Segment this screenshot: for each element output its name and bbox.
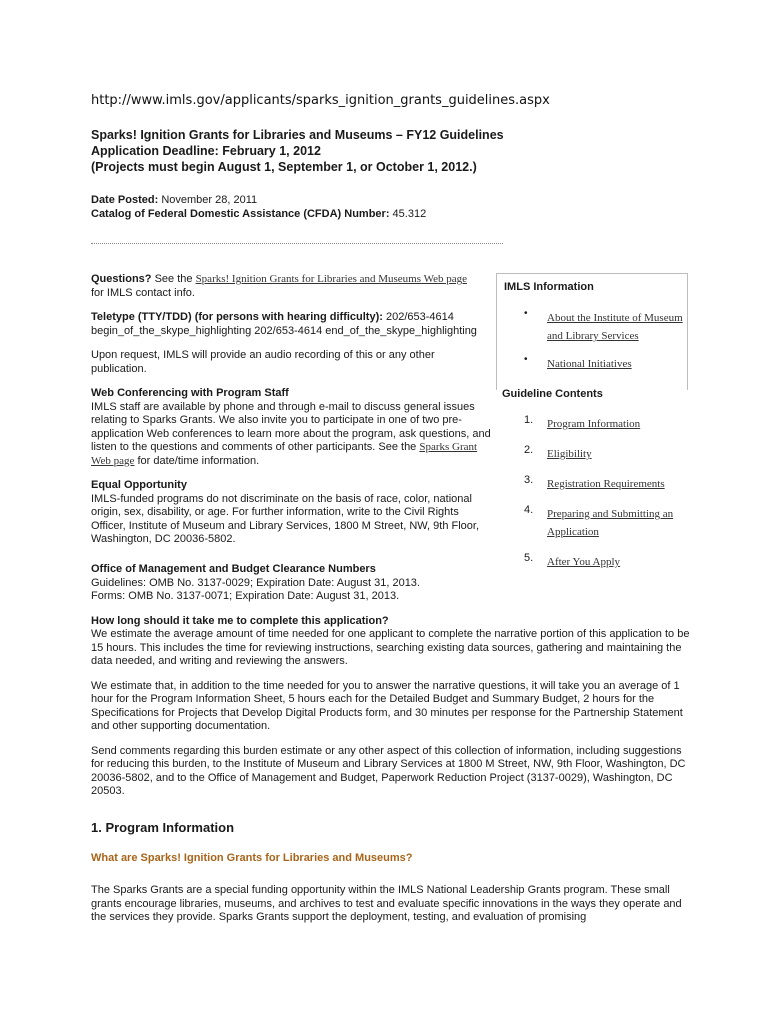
toc-item (496, 414, 686, 432)
toc-number: 5. (524, 552, 534, 564)
tty-paragraph (91, 311, 493, 338)
audio-paragraph: Upon request, IMLS will provide an audio recording of this or any other publication. (91, 349, 435, 375)
imls-info-heading: IMLS Information (504, 281, 594, 293)
national-initiatives-link[interactable]: National Initiatives (547, 358, 632, 370)
guideline-contents-list (496, 414, 686, 582)
how-long-paragraph (91, 615, 691, 669)
toc-link-registration-requirements[interactable]: Registration Requirements (547, 478, 665, 490)
toc-number: 1. (524, 414, 534, 426)
web-conf-label: Web Conferencing with Program Staff (91, 387, 289, 399)
comments-paragraph: Send comments regarding this burden estimate or any other aspect of this collection of information, including suggestions for reducing this burden, to the Institute of Museum and Library Services at 1800 M Street, NW, 9th Floor, Washington, DC 20036-5802, and to the Office of Management and Budget, Paperwork Reduction Project (3137-0029), Washington, DC 20503. (91, 744, 686, 797)
omb-label: Office of Management and Budget Clearance Numbers (91, 563, 376, 575)
tty-label: Teletype (TTY/TDD) (for persons with hearing difficulty): (91, 311, 383, 323)
page-url[interactable]: http://www.imls.gov/applicants/sparks_ignition_grants_guidelines.aspx (91, 93, 550, 108)
toc-link-eligibility[interactable]: Eligibility (547, 448, 592, 460)
tty-value: 202/653-4614 (382, 311, 454, 323)
questions-post: for IMLS contact info. (91, 286, 195, 299)
guideline-contents-heading: Guideline Contents (502, 388, 603, 400)
estimate-paragraph: We estimate that, in addition to the time needed for you to answer the narrative questions, it will take you an average of 1 hour for the Program Information Sheet, 5 hours each for the Detailed Budget and Summary Budget, 2 hours for the Specifications for Projects that Develop Digital Products form, and 30 minutes per response for the Partnership Statement and other supporting documentation. (91, 679, 683, 732)
about-imls-link[interactable]: About the Institute of Museum and Library Services (547, 312, 683, 342)
omb-guidelines: Guidelines: OMB No. 3137-0029; Expiration Date: August 31, 2013. (91, 576, 420, 589)
what-are-sparks-subheading: What are Sparks! Ignition Grants for Libraries and Museums? (91, 852, 413, 864)
cfda-value: 45.312 (392, 208, 427, 220)
clearance-section (91, 563, 691, 810)
date-posted-value: November 28, 2011 (161, 194, 258, 206)
toc-number: 3. (524, 474, 534, 486)
eo-text: IMLS-funded programs do not discriminate on the basis of race, color, national origin, sex, disability, or age. For further information, write to the Civil Rights Officer, Institute of Museum and Library Services, 1800 M Street, NW, 9th Floor, Washington, DC 20036-5802. (91, 492, 480, 545)
omb-forms: Forms: OMB No. 3137-0071; Expiration Date: August 31, 2013. (91, 590, 400, 602)
toc-item (496, 474, 686, 492)
questions-pre: See the (151, 273, 196, 285)
date-posted-label: Date Posted: (91, 194, 159, 206)
eo-label: Equal Opportunity (91, 479, 187, 491)
web-conf-text: IMLS staff are available by phone and through e-mail to discuss general issues relating to Sparks Grants. We also invite you to participate in one of two pre-application Web conferences to learn more about the program, ask questions, and listen to the questions and comments of other participants. See the (91, 400, 491, 453)
title-line-2: Application Deadline: February 1, 2012 (91, 144, 321, 158)
imls-info-list (497, 308, 687, 382)
cfda-label: Catalog of Federal Domestic Assistance (CFDA) Number: (91, 208, 390, 220)
omb-paragraph (91, 563, 691, 604)
web-conf-post: for date/time information. (134, 454, 260, 467)
imls-info-box (496, 273, 688, 390)
document-meta (91, 193, 426, 221)
list-item (497, 354, 687, 372)
bullet-icon: • (524, 308, 528, 319)
toc-number: 2. (524, 444, 534, 456)
sparks-grant-web-page-link[interactable]: Sparks Grant Web page (91, 441, 478, 467)
how-long-text: We estimate the average amount of time needed for one applicant to complete the narrative portion of this application to be 15 hours. This includes the time for reviewing instructions, searching existing data sources, gathering and maintaining the data needed, and writing and reviewing the answers. (91, 628, 690, 667)
dotted-divider (91, 243, 503, 244)
cfda-number (91, 207, 426, 221)
program-information-heading: 1. Program Information (91, 820, 235, 835)
title-line-1: Sparks! Ignition Grants for Libraries and Museums – FY12 Guidelines (91, 128, 504, 142)
program-intro-paragraph: The Sparks Grants are a special funding opportunity within the IMLS National Leadership Grants program. These small grants encourage libraries, museums, and archives to test and evaluate specific innovations in the ways they operate and the services they provide. Sparks Grants support the deployment, testing, and evaluation of promising (91, 884, 682, 923)
tty-skype-line: begin_of_the_skype_highlighting 202/653-4614 end_of_the_skype_highlighting (91, 324, 477, 337)
toc-item (496, 504, 686, 540)
web-conferencing-paragraph (91, 387, 493, 468)
title-line-3: (Projects must begin August 1, September 1, or October 1, 2012.) (91, 160, 477, 174)
questions-paragraph (91, 273, 493, 300)
toc-item (496, 444, 686, 462)
how-long-label: How long should it take me to complete this application? (91, 614, 389, 627)
toc-link-preparing-submitting[interactable]: Preparing and Submitting an Application (547, 508, 674, 538)
sparks-web-page-link[interactable]: Sparks! Ignition Grants for Libraries and Museums Web page (195, 273, 467, 285)
list-item (497, 308, 687, 344)
date-posted (91, 193, 426, 207)
toc-number: 4. (524, 504, 534, 516)
questions-label: Questions? (91, 273, 152, 285)
document-title (91, 127, 691, 175)
contact-column (91, 273, 493, 558)
toc-link-after-you-apply[interactable]: After You Apply (547, 556, 621, 568)
equal-opportunity-paragraph (91, 479, 493, 547)
bullet-icon: • (524, 354, 528, 365)
toc-link-program-information[interactable]: Program Information (547, 418, 641, 430)
